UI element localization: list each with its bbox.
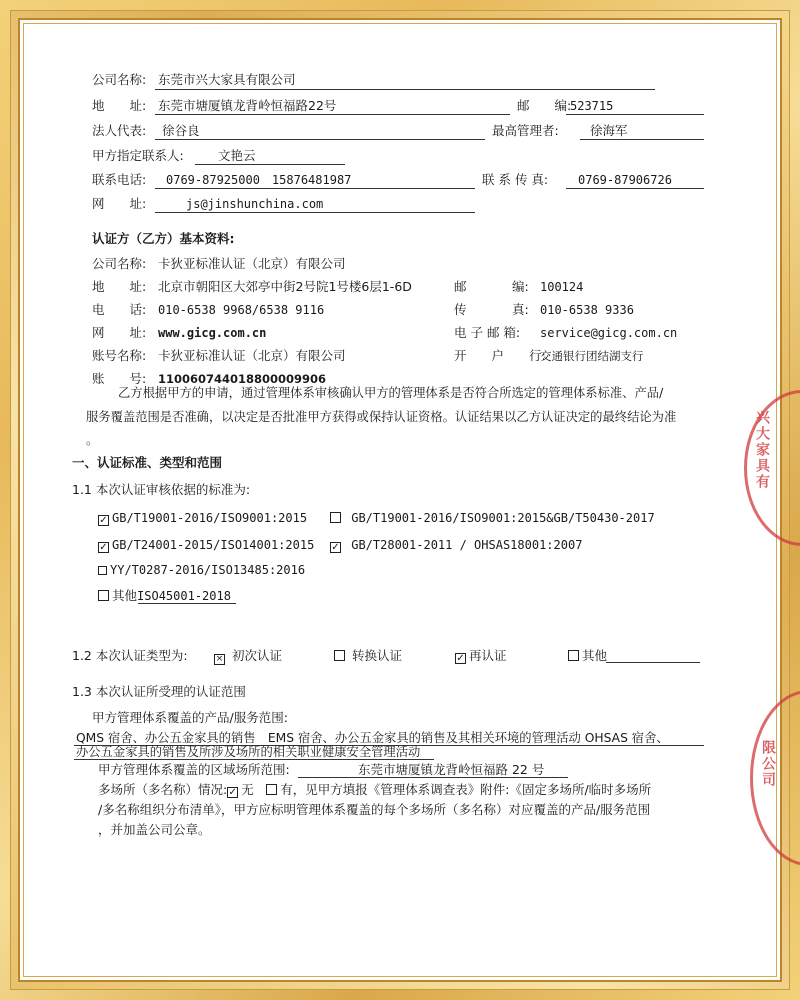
standard-item[interactable] xyxy=(330,510,655,526)
company-web: js@jinshunchina.com xyxy=(186,197,324,211)
certifier-email[interactable]: service@gicg.com.cn xyxy=(540,326,678,340)
contact-person: 文艳云 xyxy=(218,148,256,163)
company-fax: 0769-87906726 xyxy=(578,173,672,187)
area-value: 东莞市塘厦镇龙背岭恒福路 22 号 xyxy=(358,762,545,777)
standard-label: YY/T0287-2016/ISO13485:2016 xyxy=(110,563,306,577)
account-name-label: 账号名称: xyxy=(92,348,147,363)
company-phone: 0769-87925000 15876481987 xyxy=(166,173,352,187)
type-label: 转换认证 xyxy=(351,648,402,663)
checkbox-checked[interactable]: ✓ xyxy=(99,515,108,526)
standard-label: GB/T24001-2015/ISO14001:2015 xyxy=(112,538,315,552)
company-seal-text: 兴大家具有 xyxy=(754,410,770,490)
company-seal-text-2: 限公司 xyxy=(760,740,776,788)
certifier-email-label: 电 子 邮 箱: xyxy=(454,325,521,340)
multi-site-line-3: ，并加盖公司公章。 xyxy=(98,822,211,837)
bank-label: 开 户 行: xyxy=(454,348,546,363)
checkbox-unchecked[interactable] xyxy=(568,650,579,661)
underline xyxy=(566,114,704,115)
checkbox-unchecked[interactable] xyxy=(330,512,341,523)
underline xyxy=(566,188,704,189)
section-1-heading: 一、认证标准、类型和范围 xyxy=(72,455,223,470)
standard-item[interactable] xyxy=(98,510,307,526)
account-number: 110060744018800009906 xyxy=(158,372,327,386)
underline xyxy=(155,89,655,90)
standard-item[interactable] xyxy=(330,537,582,553)
intro-line-2: 服务覆盖范围是否准确，以决定是否批准甲方获得或保持认证资格。认证结果以乙方认证决定的最终结论为准 xyxy=(86,410,677,424)
underline xyxy=(138,603,236,604)
type-option[interactable] xyxy=(568,648,607,664)
underline xyxy=(195,164,345,165)
contact-label: 甲方指定联系人: xyxy=(92,148,184,163)
multi-site-label: 多场所（多名称）情况: xyxy=(98,782,228,797)
postcode-label: 邮 编: xyxy=(517,98,572,113)
checkbox-checked[interactable]: ✓ xyxy=(99,542,108,553)
certifier-name: 卡狄亚标准认证（北京）有限公司 xyxy=(158,256,346,271)
certifier-fax: 010-6538 9336 xyxy=(540,303,634,317)
address-label: 地 址: xyxy=(92,98,147,113)
section-1-2-heading: 1.2 本次认证类型为: xyxy=(72,648,188,663)
multi-site-yes-label: 有，见甲方填报《管理体系调查表》附件:《固定多场所/临时多场所 xyxy=(280,782,652,797)
standard-label: GB/T19001-2016/ISO9001:2015&GB/T50430-2017 xyxy=(351,511,655,525)
multi-site-none-label: 无 xyxy=(241,782,254,797)
top-manager-label: 最高管理者: xyxy=(492,123,559,138)
certifier-web-label: 网 址: xyxy=(92,325,147,340)
certifier-postcode: 100124 xyxy=(540,280,584,294)
certifier-postcode-label-2: 编: xyxy=(512,279,529,294)
certifier-phone: 010-6538 9968/6538 9116 xyxy=(158,303,325,317)
certifier-address-label: 地 址: xyxy=(92,279,147,294)
checkbox-checked[interactable]: × xyxy=(215,654,224,664)
checkbox-unchecked[interactable] xyxy=(98,590,109,601)
standard-label: GB/T19001-2016/ISO9001:2015 xyxy=(112,511,308,525)
underline xyxy=(155,139,485,140)
scope-line-2: 办公五金家具的销售及所涉及场所的相关职业健康安全管理活动 xyxy=(76,745,421,759)
multi-site-line-2: /多名称组织分布清单》，甲方应标明管理体系覆盖的每个多场所（多名称）对应覆盖的产品/服务范围 xyxy=(98,802,651,817)
underline xyxy=(74,759,434,760)
type-option[interactable] xyxy=(214,648,282,665)
certifier-postcode-label: 邮 xyxy=(454,279,467,294)
standard-item[interactable] xyxy=(98,562,305,578)
standard-label: GB/T28001-2011 / OHSAS18001:2007 xyxy=(351,538,583,552)
intro-line-3: 。 xyxy=(86,432,99,447)
certifier-address: 北京市朝阳区大郊亭中街2号院1号楼6层1-6D xyxy=(158,279,412,294)
type-label: 其他 xyxy=(582,648,608,663)
checkbox-unchecked[interactable] xyxy=(266,784,277,795)
checkbox-unchecked[interactable] xyxy=(334,650,345,661)
section-1-1-heading: 1.1 本次认证审核依据的标准为: xyxy=(72,482,251,497)
type-option[interactable] xyxy=(455,648,507,664)
type-label: 初次认证 xyxy=(231,648,282,663)
scope-label: 甲方管理体系覆盖的产品/服务范围: xyxy=(92,710,288,725)
multi-site-line-1 xyxy=(98,782,651,798)
section-1-3-heading: 1.3 本次认证所受理的认证范围 xyxy=(72,684,246,699)
certifier-web[interactable]: www.gicg.com.cn xyxy=(158,326,267,340)
company-address: 东莞市塘厦镇龙背岭恒福路22号 xyxy=(158,98,337,113)
account-label: 账 号: xyxy=(92,371,147,386)
underline xyxy=(580,139,704,140)
legal-rep: 徐谷良 xyxy=(162,123,200,138)
certifier-fax-label: 传 xyxy=(454,302,467,317)
company-name-label: 公司名称: xyxy=(92,72,147,87)
legal-rep-label: 法人代表: xyxy=(92,123,147,138)
company-postcode: 523715 xyxy=(570,99,614,113)
other-standard-value: ISO45001-2018 xyxy=(137,589,231,603)
underline xyxy=(155,212,475,213)
certifier-heading: 认证方（乙方）基本资料: xyxy=(92,231,235,246)
certifier-fax-label-2: 真: xyxy=(512,302,529,317)
underline xyxy=(155,188,475,189)
type-option[interactable] xyxy=(334,648,402,664)
other-label: 其他 xyxy=(112,588,138,603)
certifier-name-label: 公司名称: xyxy=(92,256,147,271)
underline xyxy=(298,777,568,778)
certifier-phone-label: 电 话: xyxy=(92,302,147,317)
checkbox-unchecked[interactable] xyxy=(98,566,107,575)
fax-label: 联 系 传 真: xyxy=(482,172,549,187)
scope-line-1: QMS 宿舍、办公五金家具的销售 EMS 宿舍、办公五金家具的销售及其相关环境的管理活动 OHSAS 宿舍、 xyxy=(76,731,669,745)
underline xyxy=(155,114,510,115)
checkbox-checked[interactable]: ✓ xyxy=(331,542,340,553)
checkbox-checked[interactable]: ✓ xyxy=(228,787,237,798)
web-label: 网 址: xyxy=(92,196,147,211)
account-name: 卡狄亚标准认证（北京）有限公司 xyxy=(158,348,346,363)
type-label: 再认证 xyxy=(469,648,507,663)
area-label: 甲方管理体系覆盖的区域场所范围: xyxy=(98,762,290,777)
checkbox-checked[interactable]: ✓ xyxy=(456,653,465,664)
bank-name: 交通银行团结湖支行 xyxy=(540,349,644,363)
standard-item[interactable] xyxy=(98,537,314,553)
phone-label: 联系电话: xyxy=(92,172,147,187)
top-manager: 徐海军 xyxy=(590,123,628,138)
company-name: 东莞市兴大家具有限公司 xyxy=(158,72,296,87)
intro-line-1: 乙方根据甲方的申请，通过管理体系审核确认甲方的管理体系是否符合所选定的管理体系标准、产品/ xyxy=(118,386,664,400)
standard-other[interactable] xyxy=(98,588,231,604)
underline xyxy=(606,662,700,663)
